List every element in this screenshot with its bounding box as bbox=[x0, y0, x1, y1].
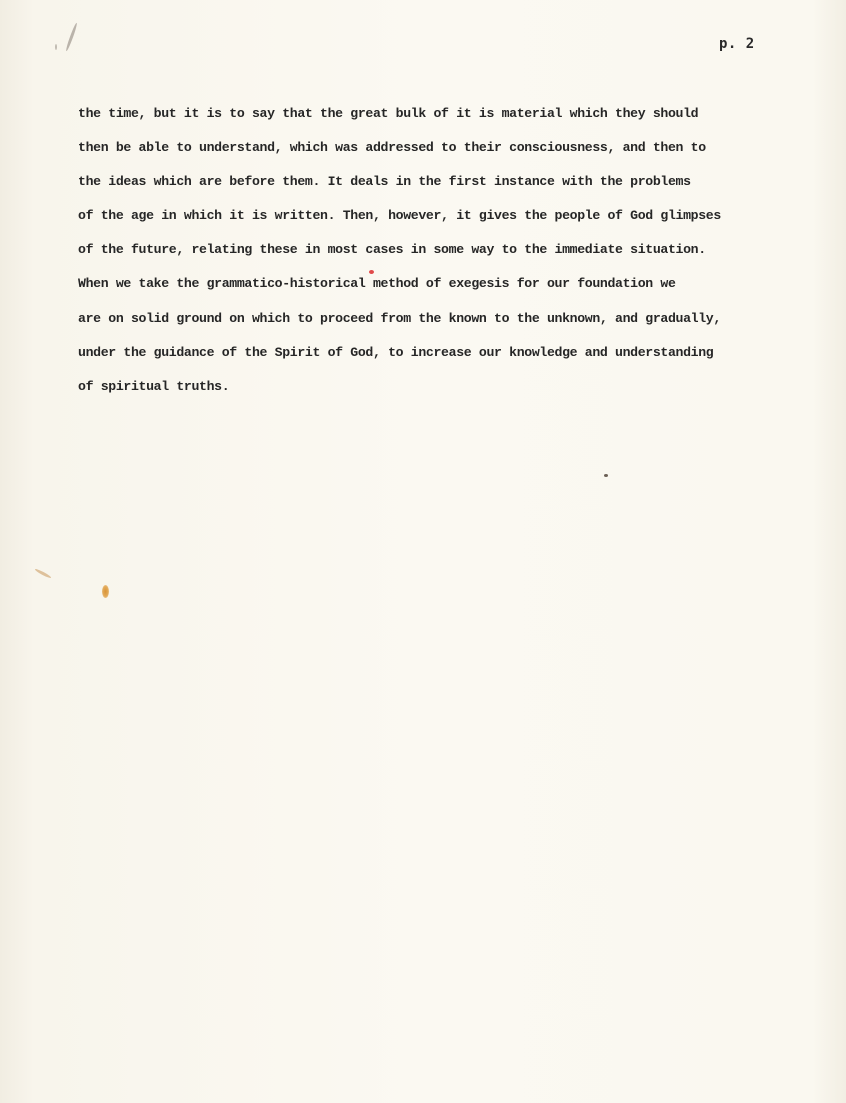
stain-streak bbox=[34, 568, 51, 579]
page-number: p. 2 bbox=[719, 36, 755, 52]
text-line-3: the ideas which are before them. It deals in the first instance with the problems bbox=[78, 174, 691, 190]
text-line-4: of the age in which it is written. Then, however, it gives the people of God glimpses bbox=[78, 208, 721, 224]
text-line-5: of the future, relating these in most cases in some way to the immediate situation. bbox=[78, 242, 706, 258]
text-line-8: under the guidance of the Spirit of God, to increase our knowledge and understanding bbox=[78, 344, 714, 360]
stain-spot bbox=[102, 585, 109, 598]
text-line-2: then be able to understand, which was addressed to their consciousness, and then to bbox=[78, 140, 706, 156]
red-ink-mark bbox=[369, 270, 374, 274]
corner-mark bbox=[65, 22, 78, 51]
text-line-9: of spiritual truths. bbox=[78, 378, 230, 394]
ink-speck bbox=[604, 474, 608, 477]
corner-mark-small bbox=[55, 44, 57, 50]
body-text bbox=[78, 100, 808, 407]
text-line-7: are on solid ground on which to proceed from the known to the unknown, and gradually, bbox=[78, 310, 721, 326]
text-line-6: When we take the grammatico-historical method of exegesis for our foundation we bbox=[78, 276, 676, 292]
text-line-1: the time, but it is to say that the great bulk of it is material which they should bbox=[78, 106, 699, 121]
